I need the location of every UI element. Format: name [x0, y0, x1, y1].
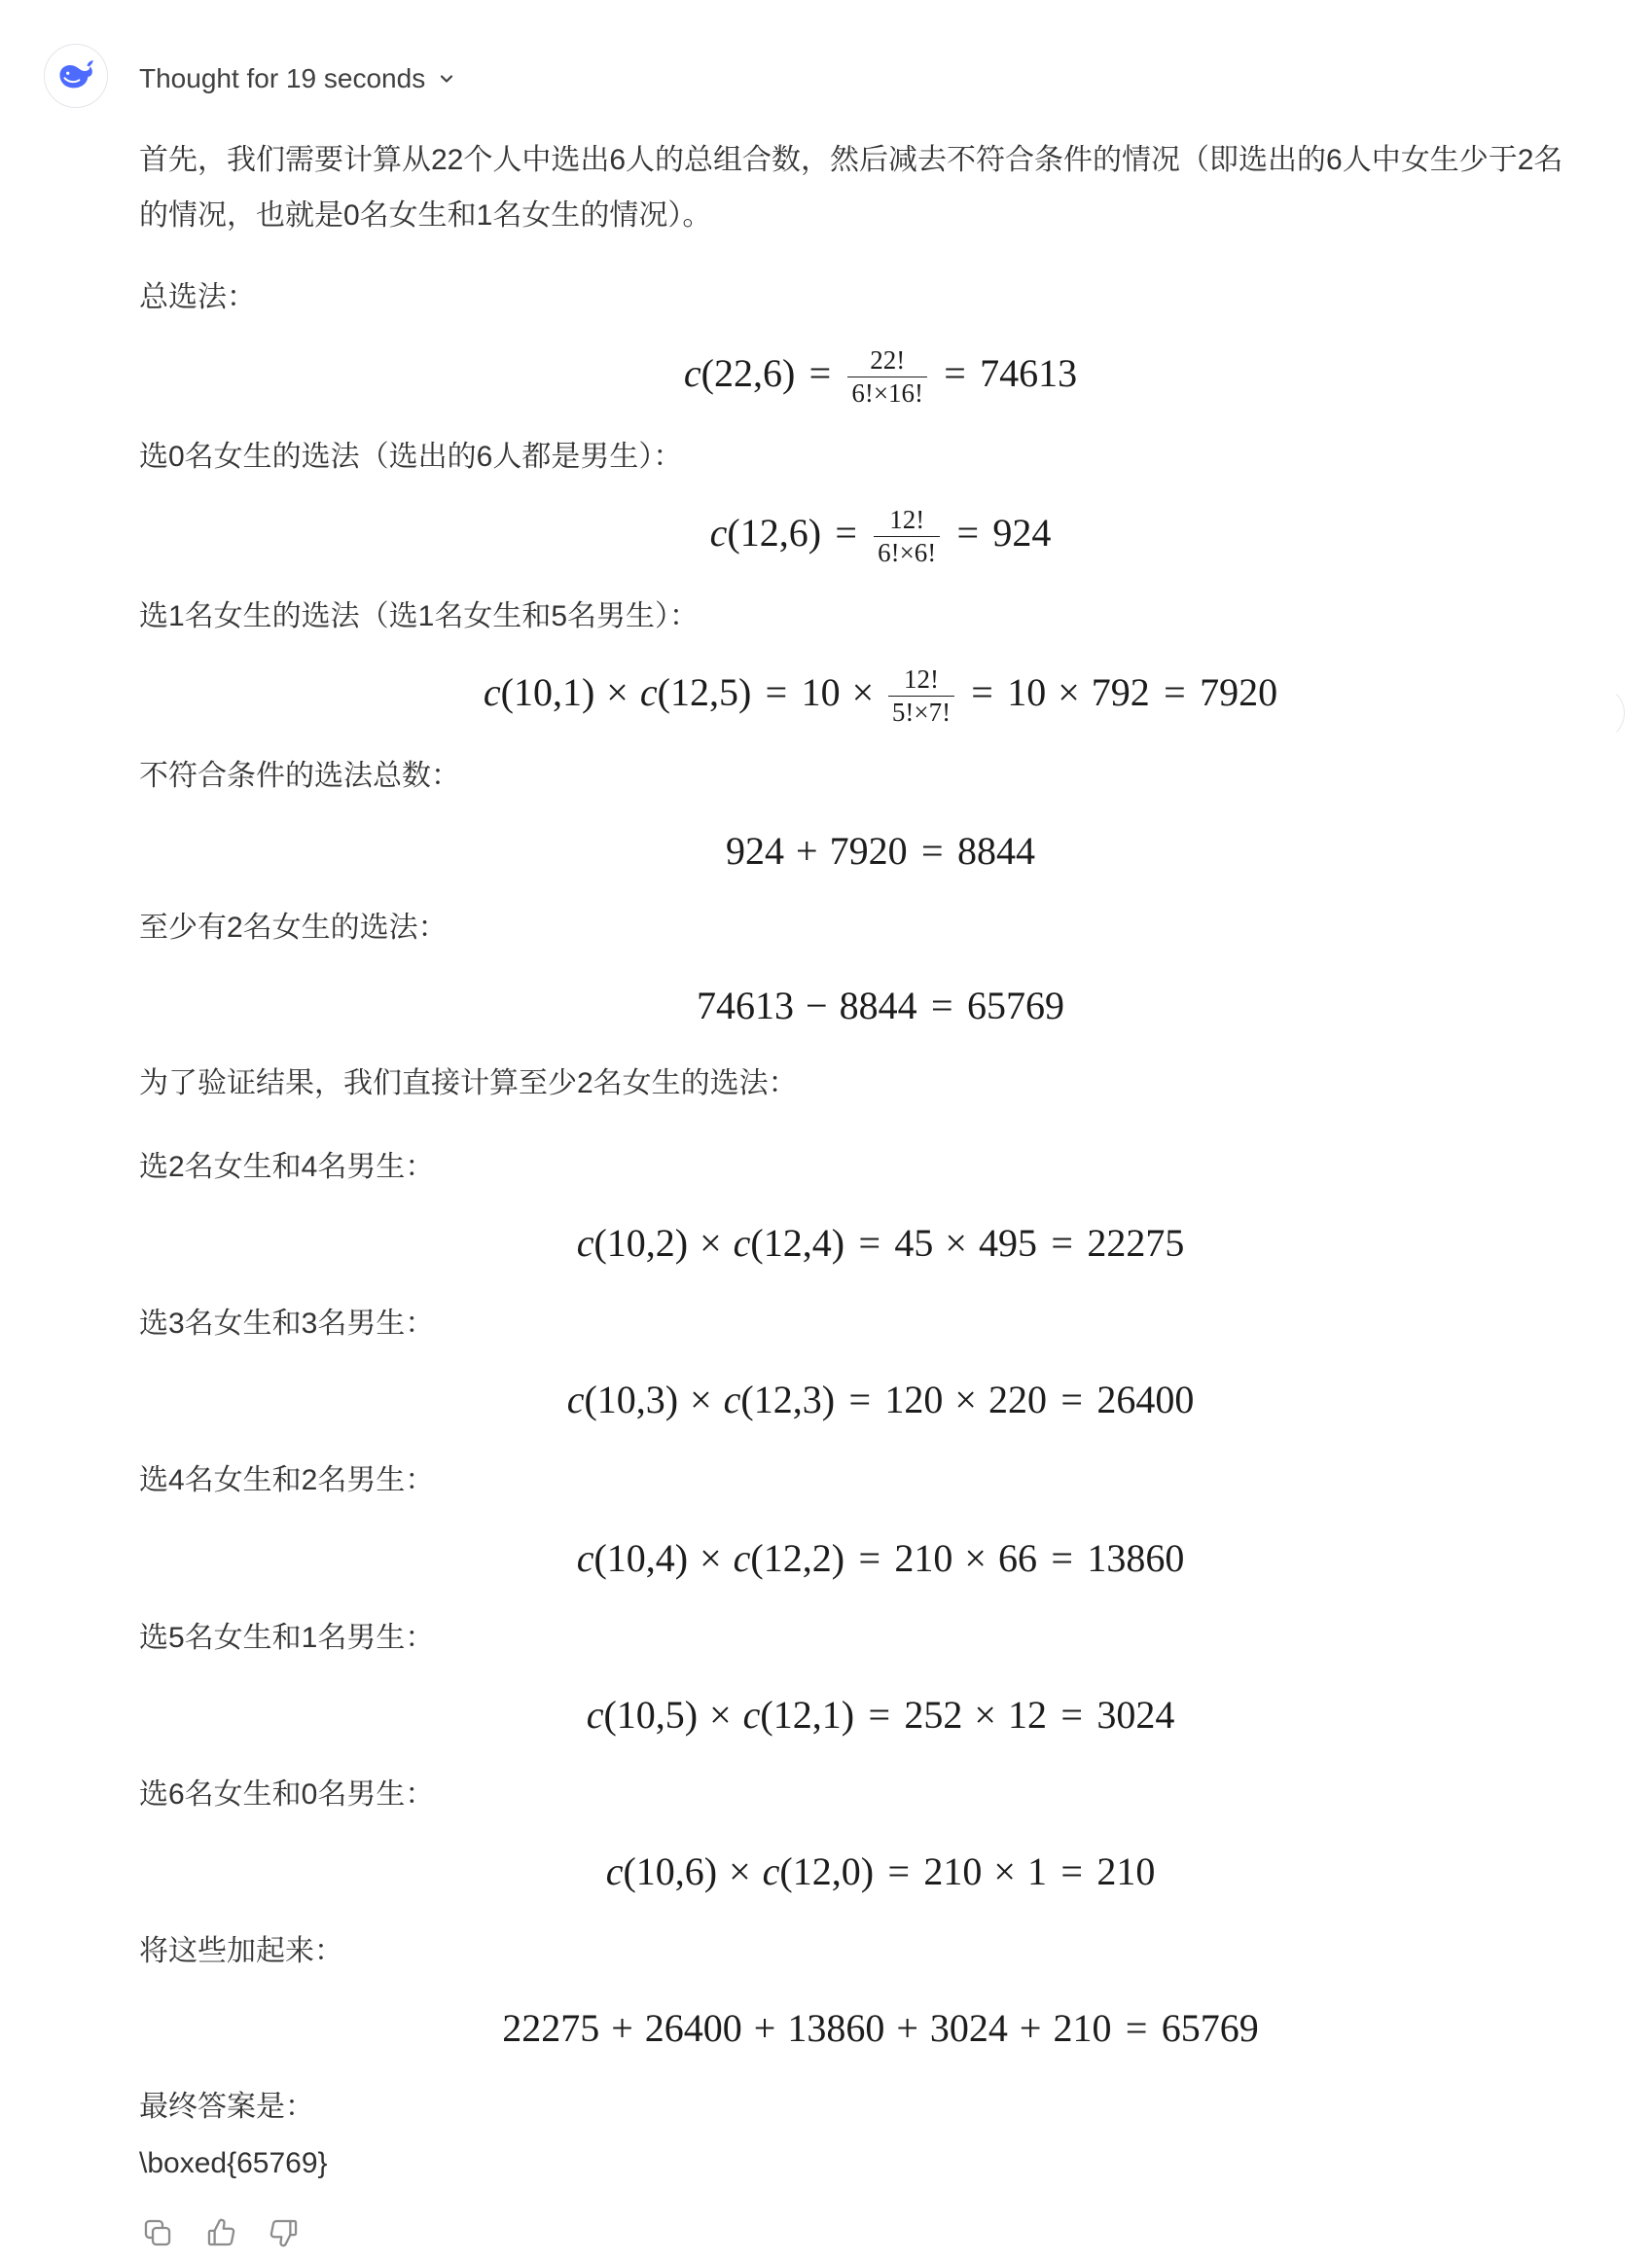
step-label: 选1名女生的选法（选1名女生和5名男生）：: [139, 600, 700, 632]
math-operator: =: [887, 1849, 911, 1893]
math-operator: ×: [700, 1536, 722, 1580]
math-operator: =: [868, 1693, 891, 1737]
copy-icon: [141, 2216, 174, 2249]
math-text: 13860: [787, 2006, 885, 2050]
math-text: (10,5): [603, 1693, 699, 1737]
fraction-numerator: 12!: [874, 506, 940, 537]
math-text: 74613: [697, 984, 795, 1027]
final-answer: \boxed{65769}: [139, 2147, 328, 2179]
math-operator: =: [944, 351, 966, 395]
math-text: 22275: [1087, 1221, 1185, 1265]
math-operator: +: [896, 2006, 918, 2050]
chevron-down-icon: [437, 69, 456, 89]
step-label: 选4名女生和2名男生：: [139, 1464, 435, 1496]
math-text: 74613: [980, 351, 1078, 395]
step-label: 选3名女生和3名男生：: [139, 1308, 435, 1340]
thought-label: Thought for 19 seconds: [139, 63, 426, 93]
math-variable: c: [576, 1221, 594, 1265]
math-text: 10: [801, 670, 841, 714]
step-label: 不符合条件的选法总数：: [139, 760, 460, 792]
math-operator: =: [956, 511, 979, 555]
scroll-button[interactable]: [1570, 686, 1625, 740]
math-fraction: [847, 346, 927, 408]
math-text: 66: [997, 1536, 1037, 1580]
math-text: 210: [923, 1849, 983, 1893]
math-operator: ×: [954, 1378, 977, 1421]
math-operator: =: [1051, 1536, 1073, 1580]
math-operator: =: [858, 1536, 881, 1580]
fraction-denominator: 6!×16!: [851, 378, 924, 409]
math-text: 3024: [1096, 1693, 1175, 1737]
deepseek-whale-logo-icon: [54, 54, 97, 97]
math-variable: c: [586, 1693, 604, 1737]
message-actions: [141, 2216, 301, 2249]
math-text: 8844: [956, 829, 1035, 873]
math-variable: c: [762, 1849, 780, 1893]
math-text: 12: [1007, 1693, 1047, 1737]
math-operator: ×: [974, 1693, 996, 1737]
assistant-avatar: [44, 44, 108, 108]
math-operator: =: [1051, 1221, 1073, 1265]
math-text: (10,6): [623, 1849, 718, 1893]
math-operator: +: [1019, 2006, 1042, 2050]
math-formula: [139, 494, 1622, 572]
math-variable: c: [742, 1693, 761, 1737]
math-formula: [139, 1204, 1622, 1282]
math-text: (10,3): [584, 1378, 679, 1421]
math-text: 3024: [929, 2006, 1008, 2050]
fraction-denominator: 5!×7!: [891, 698, 952, 728]
math-formula: [139, 335, 1622, 413]
math-text: 924: [726, 829, 785, 873]
math-text: 26400: [644, 2006, 742, 2050]
math-text: 210: [894, 1536, 953, 1580]
math-text: 252: [904, 1693, 963, 1737]
step-label: 选5名女生和1名男生：: [139, 1622, 435, 1654]
math-text: (12,5): [657, 670, 752, 714]
fraction-denominator: 6!×6!: [878, 538, 937, 568]
math-operator: ×: [945, 1221, 967, 1265]
math-formula: [139, 654, 1622, 732]
math-text: 210: [1096, 1849, 1156, 1893]
math-operator: ×: [729, 1849, 751, 1893]
math-operator: =: [765, 670, 788, 714]
fraction-numerator: 12!: [888, 665, 954, 697]
math-fraction: [888, 665, 954, 727]
math-text: 13860: [1087, 1536, 1185, 1580]
step-label: 总选法：: [139, 281, 256, 313]
math-text: 26400: [1096, 1378, 1195, 1421]
math-formula: [139, 967, 1622, 1045]
math-formula: [139, 812, 1622, 890]
math-operator: =: [835, 511, 857, 555]
math-text: 1: [1026, 1849, 1047, 1893]
math-text: (10,1): [500, 670, 595, 714]
math-text: 45: [894, 1221, 934, 1265]
math-text: 120: [884, 1378, 944, 1421]
math-text: 22275: [502, 2006, 600, 2050]
math-text: 65769: [966, 984, 1064, 1027]
intro-paragraph: 首先，我们需要计算从22个人中选出6人的总组合数，然后减去不符合条件的情况（即选出的6人中女生少于2名的情况，也就是0名女生和1名女生的情况）。: [139, 144, 1563, 232]
math-text: 10: [1007, 670, 1047, 714]
math-variable: c: [566, 1378, 585, 1421]
math-text: (10,4): [593, 1536, 689, 1580]
math-text: (12,6): [727, 511, 822, 555]
math-operator: =: [848, 1378, 872, 1421]
math-text: 7920: [1200, 670, 1278, 714]
math-variable: c: [709, 511, 728, 555]
math-operator: =: [1125, 2006, 1148, 2050]
math-text: 7920: [829, 829, 908, 873]
thumbs-up-icon: [204, 2216, 237, 2249]
math-operator: ×: [709, 1693, 732, 1737]
math-operator: =: [971, 670, 993, 714]
math-formula: [139, 1833, 1622, 1911]
math-operator: ×: [851, 670, 875, 714]
math-text: 792: [1091, 670, 1150, 714]
math-variable: c: [733, 1536, 751, 1580]
math-text: 924: [992, 511, 1052, 555]
math-variable: c: [605, 1849, 624, 1893]
math-formula: [139, 1990, 1622, 2067]
math-operator: ×: [964, 1536, 987, 1580]
math-formula: [139, 1361, 1622, 1439]
step-label: 最终答案是：: [139, 2091, 314, 2123]
math-operator: =: [931, 984, 953, 1027]
math-operator: =: [808, 351, 832, 395]
math-variable: c: [576, 1536, 594, 1580]
thumbs-up-button[interactable]: [204, 2216, 237, 2249]
math-formula: [139, 1520, 1622, 1597]
math-fraction: [874, 506, 940, 567]
math-text: 220: [988, 1378, 1047, 1421]
math-text: (12,3): [740, 1378, 836, 1421]
math-variable: c: [683, 351, 701, 395]
math-operator: =: [858, 1221, 881, 1265]
math-text: 210: [1053, 2006, 1112, 2050]
math-text: (12,1): [760, 1693, 855, 1737]
math-text: (12,2): [750, 1536, 845, 1580]
fraction-numerator: 22!: [847, 346, 927, 377]
math-variable: c: [733, 1221, 751, 1265]
math-formula: [139, 1676, 1622, 1754]
math-operator: +: [796, 829, 818, 873]
math-operator: +: [611, 2006, 633, 2050]
step-label: 至少有2名女生的选法：: [139, 912, 448, 944]
math-operator: ×: [993, 1849, 1016, 1893]
thought-toggle[interactable]: [139, 58, 456, 99]
step-label: 选0名女生的选法（选出的6人都是男生）：: [139, 441, 683, 473]
step-label: 为了验证结果，我们直接计算至少2名女生的选法：: [139, 1067, 798, 1099]
math-text: (22,6): [700, 351, 796, 395]
math-operator: =: [1060, 1849, 1083, 1893]
step-label: 将这些加起来：: [139, 1935, 343, 1967]
math-operator: =: [1164, 670, 1186, 714]
math-text: (10,2): [593, 1221, 689, 1265]
math-operator: =: [921, 829, 944, 873]
math-text: (12,4): [750, 1221, 845, 1265]
thumbs-down-button[interactable]: [268, 2216, 301, 2249]
math-operator: ×: [606, 670, 628, 714]
math-variable: c: [639, 670, 658, 714]
copy-button[interactable]: [141, 2216, 174, 2249]
math-variable: c: [483, 670, 501, 714]
math-operator: =: [1060, 1378, 1083, 1421]
math-variable: c: [723, 1378, 741, 1421]
math-operator: ×: [1058, 670, 1080, 714]
math-text: 8844: [839, 984, 917, 1027]
thumbs-down-icon: [268, 2216, 301, 2249]
math-text: (12,0): [779, 1849, 875, 1893]
math-text: 495: [978, 1221, 1037, 1265]
math-operator: ×: [690, 1378, 712, 1421]
step-label: 选6名女生和0名男生：: [139, 1778, 435, 1811]
math-operator: −: [806, 984, 828, 1027]
math-text: 65769: [1161, 2006, 1259, 2050]
math-operator: ×: [700, 1221, 722, 1265]
step-label: 选2名女生和4名男生：: [139, 1151, 435, 1183]
math-operator: +: [753, 2006, 776, 2050]
math-operator: =: [1060, 1693, 1083, 1737]
